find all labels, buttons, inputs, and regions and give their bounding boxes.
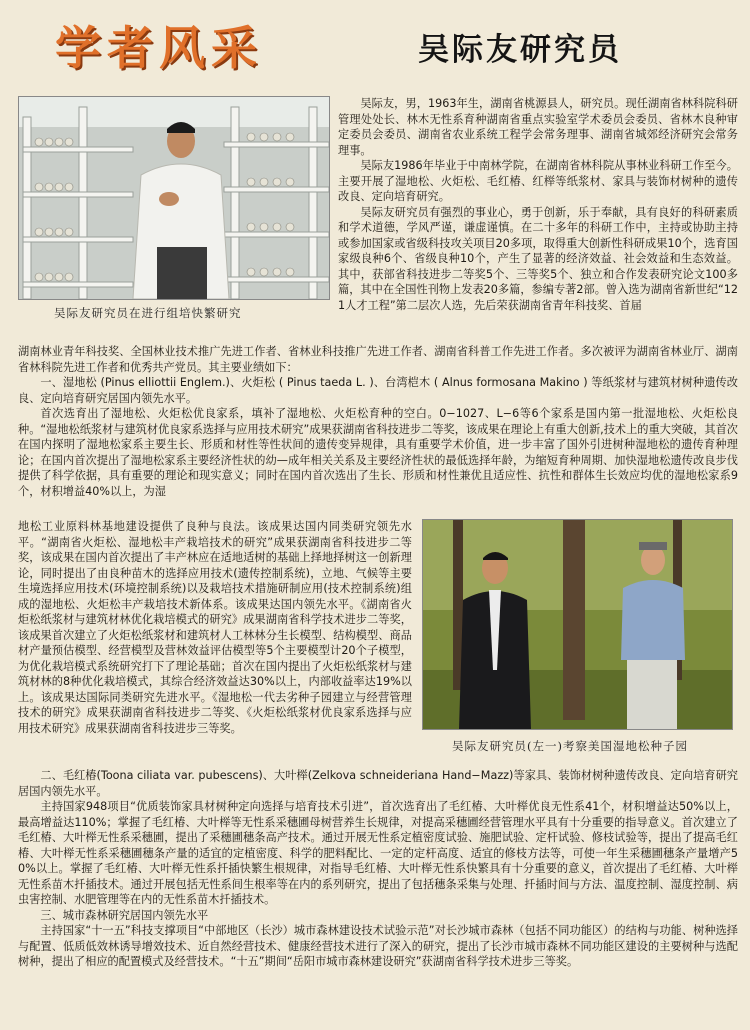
field-photo-caption: 吴际友研究员(左一)考察美国湿地松种子园 (452, 739, 688, 753)
bio-paragraph: 吴际友，男，1963年生，湖南省桃源县人，研究员。现任湖南省林科院科研管理处处长、林木无性系育种湖南省重点实验室学术委员会委员、省林木良种审定委员会委员、湖南省农业系统工程学会常务理事、湖南省城郊经济研究会常务理事。 (338, 97, 738, 157)
field-photo (422, 519, 733, 730)
achievements-block-1 (18, 344, 738, 499)
bio-paragraph: 首次选育出了湿地松、火炬松优良家系，填补了湿地松、火炬松育种的空白。0−1027、L−6等6个家系是国内第一批湿地松、火炬松良种。“湿地松纸浆材与建筑材优良家系选择与应用技术研究”成果获湖南省科技进步二等奖，该成果在理论上有重大创新,技术上的重大突破，其首次在国内探明了湿地松家系主要生长、形质和材性等性状间的遗传变异规律，具有重要学术价值，进一步丰富了国外引进树种湿地松的遗传育种理论；在国内首次提出了湿地松家系主要经济性状的幼—成年相关关系及主要经济性状的最低选择年龄，为缩短育种周期、加快湿地松遗传改良步伐提供了科学依据，具有重要的理论和现实意义；同时在国内首次选出了生长、形质和材性兼优且适应性、抗性和群体生长效应均优的湿地松家系9个，材积增益40%以上，为湿 (18, 407, 738, 498)
bio-intro-block (338, 96, 738, 313)
bio-paragraph: 吴际友1986年毕业于中南林学院，在湖南省林科院从事林业科研工作至今。主要开展了湿地松、火炬松、毛红椿、红榉等纸浆材、家具与装饰材树种的遗传改良、定向培育研究。 (338, 159, 738, 203)
section-banner-title: 学者风采 (55, 21, 263, 75)
lab-photo-caption: 吴际友研究员在进行组培快繁研究 (54, 306, 242, 320)
achievements-block-2 (18, 768, 738, 970)
bio-paragraph: 湖南林业青年科技奖、全国林业技术推广先进工作者、省林业科技推广先进工作者、湖南省科普工作先进工作者。多次被评为湖南省林业厅、湖南省林科院先进工作者和优秀共产党员。其主要业绩如下： (18, 345, 738, 374)
lab-photo (18, 96, 330, 300)
lab-photo-illustration (19, 97, 329, 299)
bio-paragraph: 主持国家948项目“优质装饰家具材树种定向选择与培育技术引进”，首次选育出了毛红椿、大叶榉优良无性系41个，材积增益达50%以上，最高增益达110%；掌握了毛红椿、大叶榉等无性系采穗圃母树营养生长规律，对提高采穗圃经营管理水平具有十分重要的指导意义。首次建立了毛红椿、大叶榉无性系采穗圃，提出了采穗圃穗条高产技术。通过开展无性系定植密度试验、施肥试验、定杆试验、修枝试验等，提出了提高毛红椿、大叶榉无性系采穗圃穗条产量的适宜的定植密度、科学的肥料配比、一定的定杆高度、适宜的修枝方法等，可使一年生采穗圃穗条产量增产50%以上。掌握了毛红椿、大叶榉无性系扦插快繁生根规律，对指导毛红椿、大叶榉无性系快繁具有十分重要的意义，首次提出了毛红椿、大叶榉无性系苗木扦插技术。通过开展包括无性系间生根率等在内的系列研究，提出了包括穗条采集与处理、扦插时间与方法、温度控制、湿度控制、病虫害控制、水肥管理等在内的无性系苗木扦插技术。 (18, 800, 738, 906)
field-photo-illustration (423, 520, 732, 729)
bio-paragraph: 吴际友研究员有强烈的事业心，勇于创新，乐于奉献，具有良好的科研素质和学术道德，学风严谨，谦虚谨慎。在二十多年的科研工作中，主持或协助主持或参加国家或省级科技攻关项目20多项，取得重大创新性科研成果10个，选育国家级良种6个、省级良种10个，产生了显著的经济效益、社会效益和生态效益。其中，获部省科技进步二等奖5个、三等奖5个、独立和合作发表研究论文100多篇，其中在全国性刊物上发表20多篇，参编专著2部。曾入选为湖南省新世纪“121人才工程”第二层次人选，先后荣获湖南省青年科技奖、首届 (338, 205, 738, 312)
section-heading-1: 一、湿地松 (Pinus elliottii Englem.)、火炬松 ( Pinus taeda L. )、台湾桤木 ( Alnus formosana Makino ) 等纸浆材与建筑材树种遗传改良、定向培育研究居国内领先水平。 (18, 376, 738, 405)
section-heading-2: 二、毛红椿(Toona ciliata var. pubescens)、大叶榉(Zelkova schneideriana Hand−Mazz)等家具、装饰材树种遗传改良、定向培育研究居国内领先水平。 (18, 769, 738, 798)
article-title: 吴际友研究员 (418, 32, 622, 68)
bio-paragraph: 地松工业原料林基地建设提供了良种与良法。该成果达国内同类研究领先水平。“湖南省火炬松、湿地松丰产栽培技术的研究”成果获湖南省科技进步二等奖，该成果在国内首次提出了丰产林应在适地适树的基础上择地择树这一创新理论，同时提出了由良种苗木的选择应用技术(遗传控制系统)，立地、气候等主要生境选择应用技术(环境控制系统)以及栽培技术措施研制应用(技术控制系统)组成的湿地松、火炬松丰产栽培技术新体系。该成果达国内领先水平。《湖南省火炬松纸浆材与建筑材林优化栽培模式的研究》成果湖南省科学技术进步二等奖，该成果首次建立了火炬松纸浆材和建筑材人工林林分生长模型、结构模型、商品材产量预估模型、经营模型及营林效益评估模型等5个主要模型计20个子模型，为优化栽培模式系统研究打下了理论基础；首次在国内提出了火炬松纸浆材与建筑材林的8种优化栽培模式，其综合经济效益达30%以上，内部收益率达19%以上。该成果达国际同类研究先进水平。《湿地松一代去劣种子园建立与经营管理技术的研究》成果获湖南省科技进步二等奖、《火炬松纸浆材优良家系选择与应用技术研究》成果获湖南省科技进步三等奖。 (18, 520, 412, 735)
achievements-left-column (18, 519, 412, 736)
bio-paragraph: 主持国家“十一五”科技支撑项目“中部地区（长沙）城市森林建设技术试验示范”对长沙城市森林（包括不同功能区）的结构与功能、树种选择与配置、低质低效林诱导增效技术、近自然经营技术、健康经营技术进行了深入的研究，提出了长沙市城市森林不同功能区建设的主要树种与选配树种，提出了相应的配置模式及经营技术。“十五”期间“岳阳市城市森林建设研究”获湖南省科学技术进步三等奖。 (18, 924, 738, 968)
section-heading-3: 三、城市森林研究居国内领先水平 (40, 908, 209, 922)
